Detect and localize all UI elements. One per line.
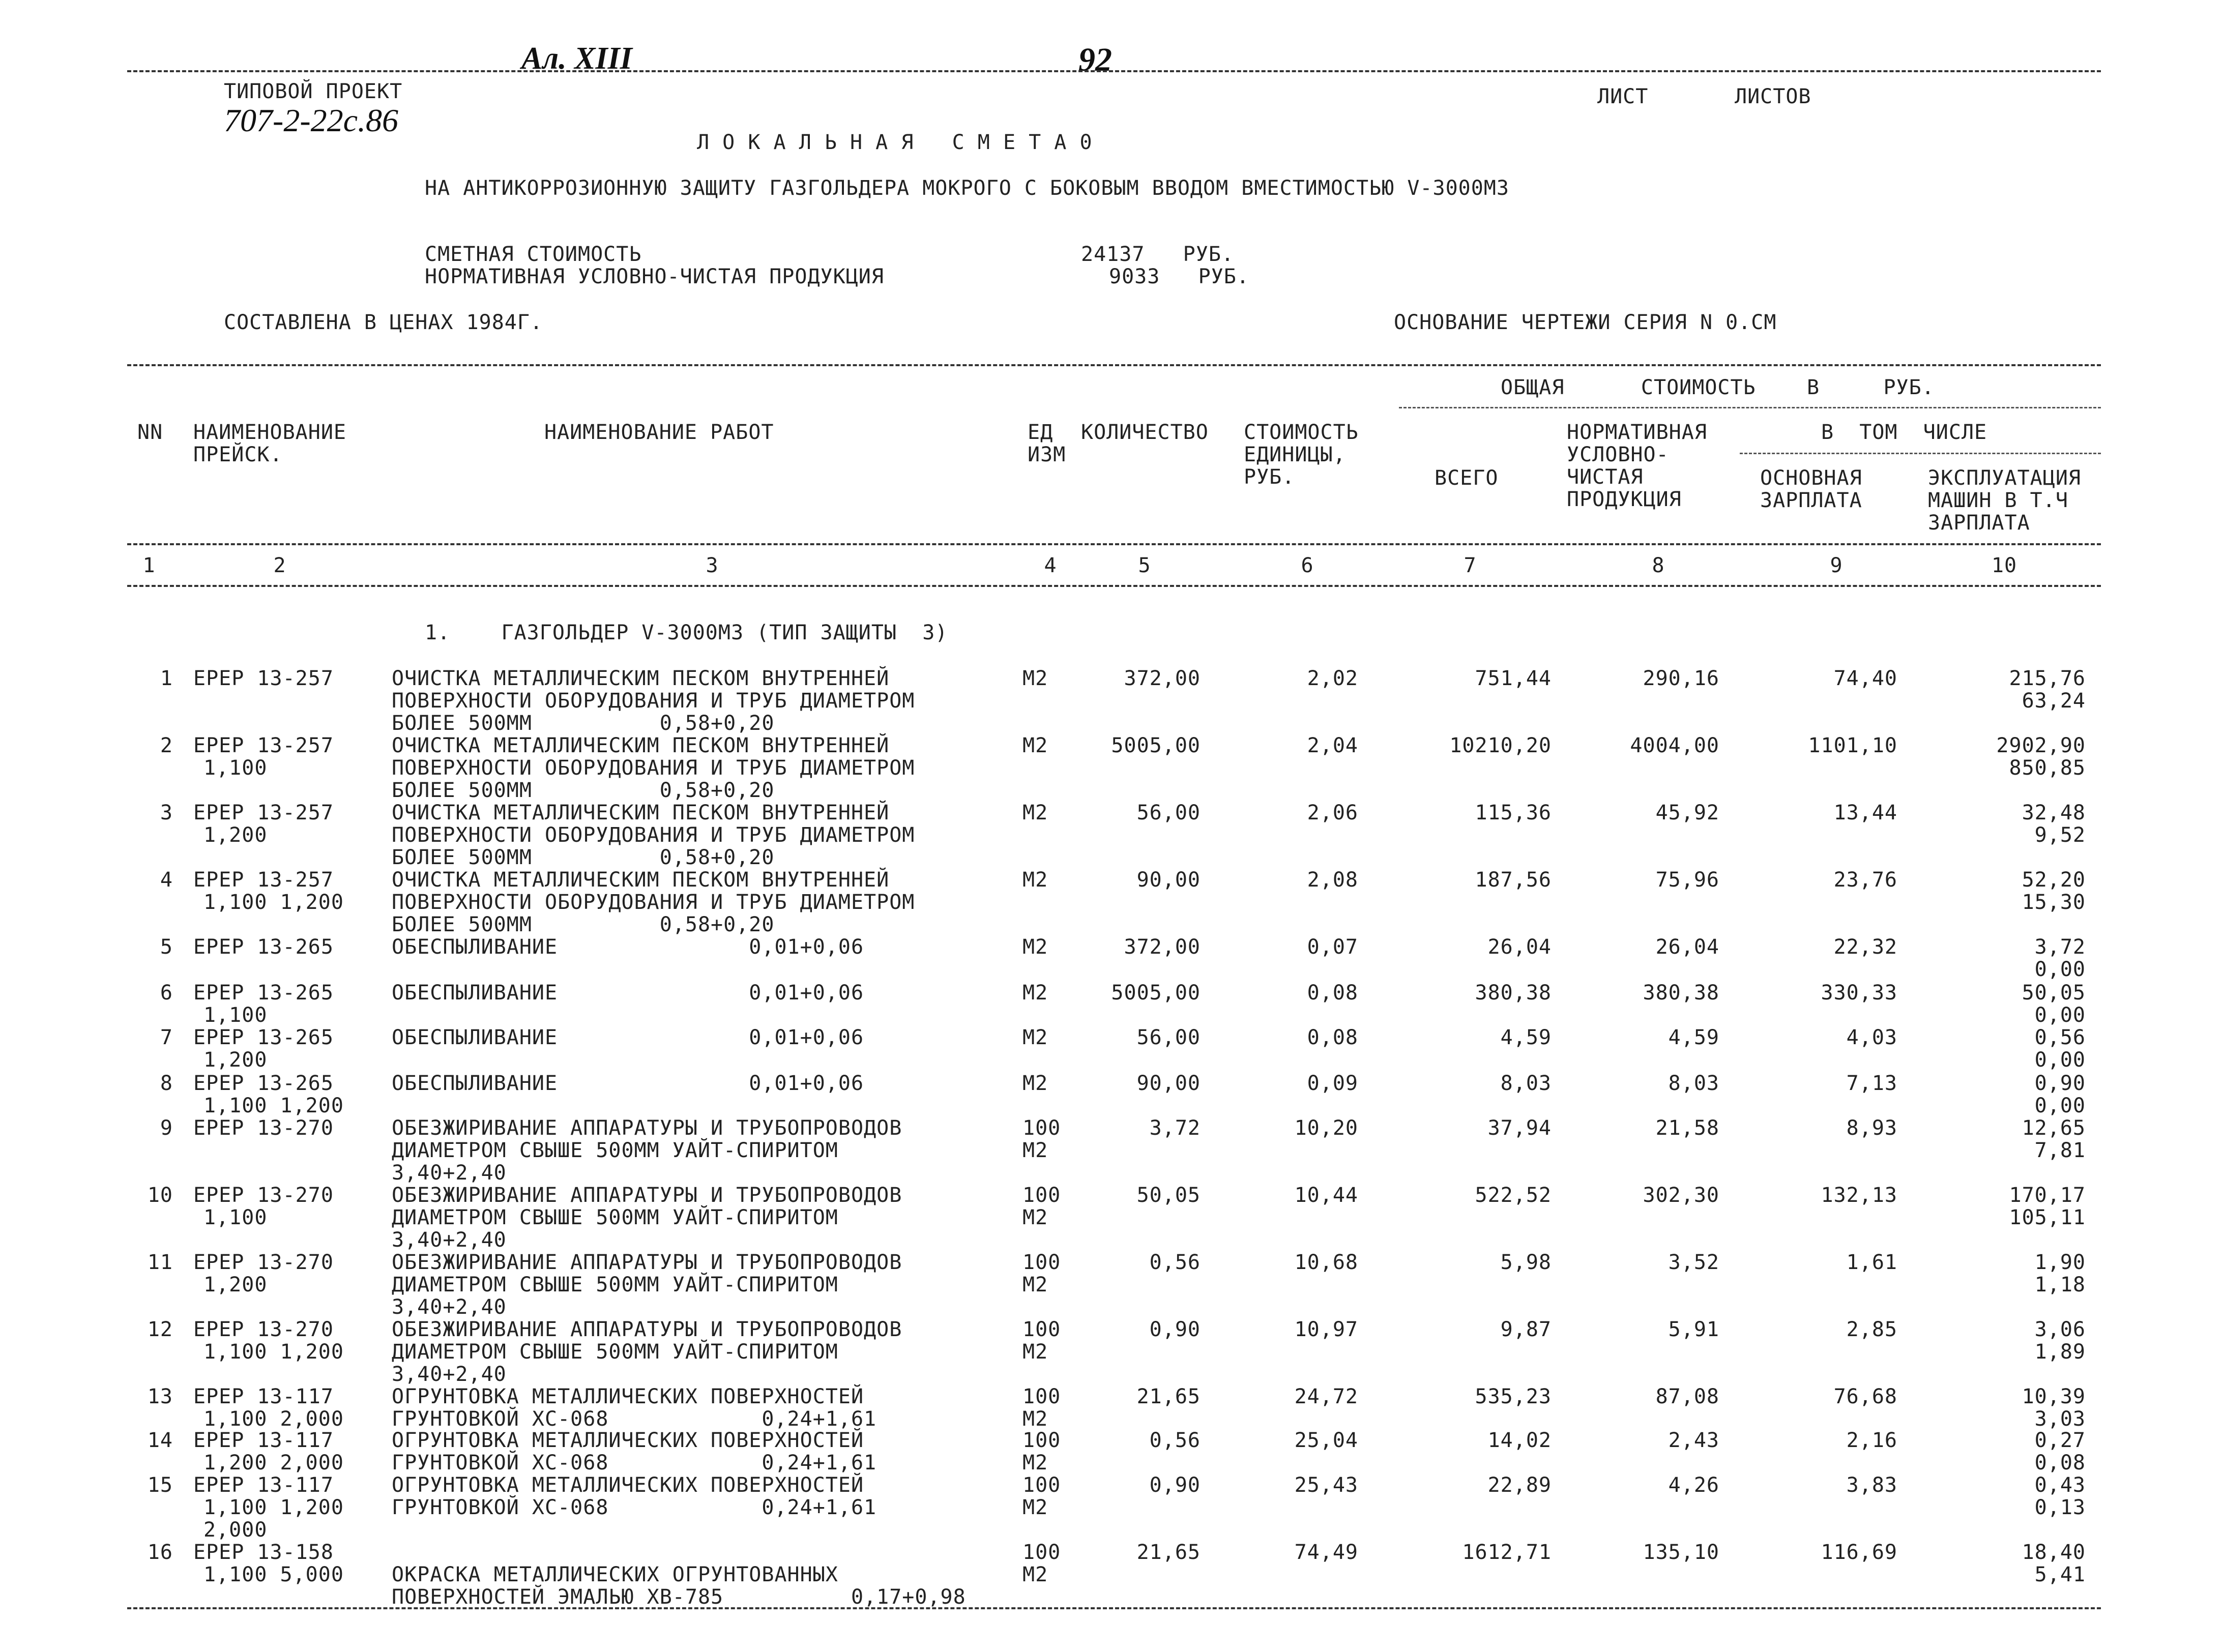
column-number-bottom-line [127, 585, 2101, 587]
row-unit-cost: 0,08 [1307, 1026, 1358, 1049]
row-total: 5,98 [1500, 1251, 1552, 1274]
row-machines: 215,76 [2009, 667, 2086, 690]
row-unit: 100 [1022, 1251, 1061, 1274]
row-work-line: ПОВЕРХНОСТЕЙ ЭМАЛЬЮ ХВ-785 0,17+0,98 [392, 1585, 966, 1609]
row-work-line: ГРУНТОВКОЙ ХС-068 0,24+1,61 [392, 1496, 877, 1519]
row-total: 14,02 [1487, 1429, 1552, 1452]
row-quantity: 56,00 [1136, 1026, 1201, 1049]
row-unit-extra: М2 [1022, 1407, 1048, 1431]
row-total: 37,94 [1487, 1116, 1552, 1140]
row-number: 16 [147, 1541, 173, 1564]
row-total: 1612,71 [1462, 1541, 1552, 1564]
row-work-line: ГРУНТОВКОЙ ХС-068 0,24+1,61 [392, 1407, 877, 1431]
row-quantity: 0,90 [1149, 1473, 1201, 1497]
prices-note: СОСТАВЛЕНА В ЦЕНАХ 1984Г. [224, 311, 543, 334]
row-unit-cost: 10,44 [1294, 1184, 1358, 1207]
row-pricelist-code: ЕРЕР 13-117 [193, 1385, 334, 1408]
row-work-line: ОБЕЗЖИРИВАНИЕ АППАРАТУРЫ И ТРУБОПРОВОДОВ [392, 1184, 902, 1207]
sheets-label: ЛИСТОВ [1735, 85, 1811, 108]
row-total: 751,44 [1475, 667, 1552, 690]
row-basic-salary: 132,13 [1821, 1184, 1897, 1207]
row-normative: 4,26 [1668, 1473, 1719, 1497]
row-pricelist-code: ЕРЕР 13-270 [193, 1318, 334, 1341]
col-total-group-header: ОБЩАЯ СТОИМОСТЬ В РУБ. [1501, 376, 1935, 399]
row-unit-cost: 2,04 [1307, 734, 1358, 757]
column-number-1: 1 [142, 554, 156, 577]
row-pricelist-coef: 1,100 5,000 [203, 1563, 344, 1586]
row-pricelist-code: ЕРЕР 13-270 [193, 1184, 334, 1207]
col-quantity-header: КОЛИЧЕСТВО [1081, 421, 1209, 444]
row-work-line: 3,40+2,40 [392, 1228, 507, 1252]
row-unit-cost: 24,72 [1294, 1385, 1358, 1408]
row-work-line: 3,40+2,40 [392, 1363, 507, 1386]
row-work-line: ДИАМЕТРОМ СВЫШЕ 500ММ УАЙТ-СПИРИТОМ [392, 1206, 838, 1229]
normative-value: 9033 РУБ. [1109, 265, 1249, 288]
row-normative: 87,08 [1655, 1385, 1719, 1408]
handwritten-project-number: 707-2-22с.86 [224, 102, 399, 138]
row-number: 9 [160, 1116, 173, 1140]
row-work-line: ОКРАСКА МЕТАЛЛИЧЕСКИХ ОГРУНТОВАННЫХ [392, 1563, 838, 1586]
row-basic-salary: 4,03 [1846, 1026, 1897, 1049]
row-unit-extra: М2 [1022, 1451, 1048, 1474]
row-unit: 100 [1022, 1116, 1061, 1140]
row-total: 22,89 [1487, 1473, 1552, 1497]
sheet-label: ЛИСТ [1597, 85, 1649, 108]
row-total: 535,23 [1475, 1385, 1552, 1408]
row-number: 10 [147, 1184, 173, 1207]
row-total: 115,36 [1475, 801, 1552, 824]
row-pricelist-code: ЕРЕР 13-257 [193, 868, 334, 892]
row-basic-salary: 2,85 [1846, 1318, 1897, 1341]
row-unit: М2 [1022, 1026, 1048, 1049]
column-number-10: 10 [1991, 554, 2017, 577]
row-number: 2 [160, 734, 173, 757]
row-number: 12 [147, 1318, 173, 1341]
row-pricelist-coef: 1,100 1,200 [203, 1340, 344, 1364]
row-unit: М2 [1022, 981, 1048, 1005]
row-work-line: ДИАМЕТРОМ СВЫШЕ 500ММ УАЙТ-СПИРИТОМ [392, 1139, 838, 1162]
row-work-line: ПОВЕРХНОСТИ ОБОРУДОВАНИЯ И ТРУБ ДИАМЕТРОМ [392, 891, 915, 914]
row-work-line: ОГРУНТОВКА МЕТАЛЛИЧЕСКИХ ПОВЕРХНОСТЕЙ [392, 1473, 864, 1497]
row-normative: 45,92 [1655, 801, 1719, 824]
row-unit-cost: 2,06 [1307, 801, 1358, 824]
row-number: 11 [147, 1251, 173, 1274]
row-normative: 302,30 [1643, 1184, 1719, 1207]
row-basic-salary: 7,13 [1846, 1072, 1897, 1095]
row-quantity: 5005,00 [1111, 734, 1201, 757]
row-unit-extra: М2 [1022, 1563, 1048, 1586]
row-unit-cost: 0,09 [1307, 1072, 1358, 1095]
row-pricelist-coef: 1,100 2,000 [203, 1407, 344, 1431]
table-top-line [127, 364, 2101, 366]
row-machines: 1,90 [2034, 1251, 2086, 1274]
col-nn-header: NN [137, 421, 163, 444]
column-number-7: 7 [1464, 554, 1477, 577]
row-work-line: БОЛЕЕ 500ММ 0,58+0,20 [392, 846, 775, 869]
row-unit: М2 [1022, 868, 1048, 892]
row-machines: 52,20 [2022, 868, 2086, 892]
row-machines: 170,17 [2009, 1184, 2086, 1207]
row-work-line: ОЧИСТКА МЕТАЛЛИЧЕСКИМ ПЕСКОМ ВНУТРЕННЕЙ [392, 801, 890, 824]
row-machines-salary: 5,41 [2034, 1563, 2086, 1586]
row-machines: 3,72 [2034, 935, 2086, 959]
row-machines-salary: 15,30 [2022, 891, 2086, 914]
row-machines-salary: 3,03 [2034, 1407, 2086, 1431]
row-basic-salary: 13,44 [1833, 801, 1897, 824]
row-quantity: 372,00 [1124, 935, 1201, 959]
column-number-2: 2 [273, 554, 286, 577]
top-dashed-line [127, 70, 2101, 72]
row-pricelist-code: ЕРЕР 13-117 [193, 1473, 334, 1497]
row-basic-salary: 1101,10 [1808, 734, 1897, 757]
column-number-4: 4 [1044, 554, 1057, 577]
row-pricelist-coef: 1,200 2,000 [203, 1451, 344, 1474]
row-number: 6 [160, 981, 173, 1005]
row-machines-salary: 1,89 [2034, 1340, 2086, 1364]
row-quantity: 0,90 [1149, 1318, 1201, 1341]
row-work-line: ДИАМЕТРОМ СВЫШЕ 500ММ УАЙТ-СПИРИТОМ [392, 1340, 838, 1364]
row-quantity: 372,00 [1124, 667, 1201, 690]
row-quantity: 3,72 [1149, 1116, 1201, 1140]
total-group-divider [1399, 407, 2101, 408]
row-unit: М2 [1022, 734, 1048, 757]
row-machines-salary: 0,00 [2034, 1048, 2086, 1072]
col-machines-header: ЭКСПЛУАТАЦИЯ МАШИН В Т.Ч ЗАРПЛАТА [1928, 466, 2081, 535]
row-normative: 135,10 [1643, 1541, 1719, 1564]
row-pricelist-coef: 1,100 [203, 756, 268, 780]
row-pricelist-code: ЕРЕР 13-257 [193, 667, 334, 690]
row-machines-salary: 9,52 [2034, 823, 2086, 847]
row-pricelist-code: ЕРЕР 13-265 [193, 1072, 334, 1095]
row-normative: 8,03 [1668, 1072, 1719, 1095]
page-title: Л О К А Л Ь Н А Я С М Е Т А 0 [697, 131, 1093, 154]
row-pricelist-code: ЕРЕР 13-270 [193, 1251, 334, 1274]
row-pricelist-code: ЕРЕР 13-265 [193, 935, 334, 959]
column-number-8: 8 [1652, 554, 1665, 577]
row-pricelist-code: ЕРЕР 13-265 [193, 1026, 334, 1049]
incl-divider [1740, 453, 2101, 454]
row-machines-salary: 105,11 [2009, 1206, 2086, 1229]
column-number-5: 5 [1138, 554, 1151, 577]
row-work-line: ОЧИСТКА МЕТАЛЛИЧЕСКИМ ПЕСКОМ ВНУТРЕННЕЙ [392, 868, 890, 892]
row-unit: М2 [1022, 667, 1048, 690]
row-number: 4 [160, 868, 173, 892]
row-work-line: ОЧИСТКА МЕТАЛЛИЧЕСКИМ ПЕСКОМ ВНУТРЕННЕЙ [392, 734, 890, 757]
row-normative: 5,91 [1668, 1318, 1719, 1341]
row-pricelist-coef-extra: 2,000 [203, 1518, 268, 1542]
row-machines-salary: 1,18 [2034, 1273, 2086, 1296]
row-pricelist-coef: 1,100 [203, 1206, 268, 1229]
row-basic-salary: 76,68 [1833, 1385, 1897, 1408]
row-normative: 380,38 [1643, 981, 1719, 1005]
row-unit-cost: 2,08 [1307, 868, 1358, 892]
row-normative: 4,59 [1668, 1026, 1719, 1049]
row-pricelist-code: ЕРЕР 13-270 [193, 1116, 334, 1140]
row-work-line: ПОВЕРХНОСТИ ОБОРУДОВАНИЯ И ТРУБ ДИАМЕТРОМ [392, 823, 915, 847]
col-basic-salary-header: ОСНОВНАЯ ЗАРПЛАТА [1760, 466, 1862, 512]
row-work-line: ОГРУНТОВКА МЕТАЛЛИЧЕСКИХ ПОВЕРХНОСТЕЙ [392, 1385, 864, 1408]
typical-project-label: ТИПОВОЙ ПРОЕКТ [224, 80, 403, 103]
row-work-line: ОБЕСПЫЛИВАНИЕ 0,01+0,06 [392, 1072, 864, 1095]
estimated-cost-label: СМЕТНАЯ СТОИМОСТЬ [425, 243, 642, 266]
column-number-6: 6 [1301, 554, 1314, 577]
row-normative: 3,52 [1668, 1251, 1719, 1274]
row-number: 14 [147, 1429, 173, 1452]
row-number: 5 [160, 935, 173, 959]
row-basic-salary: 22,32 [1833, 935, 1897, 959]
row-machines: 2902,90 [1996, 734, 2086, 757]
row-work-line: 3,40+2,40 [392, 1295, 507, 1319]
row-pricelist-coef: 1,100 1,200 [203, 1094, 344, 1117]
row-quantity: 0,56 [1149, 1251, 1201, 1274]
row-unit: 100 [1022, 1318, 1061, 1341]
row-work-line: БОЛЕЕ 500ММ 0,58+0,20 [392, 712, 775, 735]
row-machines: 0,27 [2034, 1429, 2086, 1452]
row-work-line: ОЧИСТКА МЕТАЛЛИЧЕСКИМ ПЕСКОМ ВНУТРЕННЕЙ [392, 667, 890, 690]
row-basic-salary: 2,16 [1846, 1429, 1897, 1452]
row-total: 522,52 [1475, 1184, 1552, 1207]
row-work-line: 3,40+2,40 [392, 1161, 507, 1185]
row-machines-salary: 0,00 [2034, 958, 2086, 981]
row-quantity: 21,65 [1136, 1541, 1201, 1564]
row-unit: 100 [1022, 1184, 1061, 1207]
row-number: 7 [160, 1026, 173, 1049]
normative-label: НОРМАТИВНАЯ УСЛОВНО-ЧИСТАЯ ПРОДУКЦИЯ [425, 265, 884, 288]
row-pricelist-coef: 1,100 1,200 [203, 1496, 344, 1519]
row-machines-salary: 63,24 [2022, 689, 2086, 713]
row-unit: 100 [1022, 1473, 1061, 1497]
row-unit-extra: М2 [1022, 1496, 1048, 1519]
row-work-line: ОБЕСПЫЛИВАНИЕ 0,01+0,06 [392, 935, 864, 959]
row-pricelist-coef: 1,200 [203, 1273, 268, 1296]
row-unit: М2 [1022, 801, 1048, 824]
row-quantity: 0,56 [1149, 1429, 1201, 1452]
row-machines: 10,39 [2022, 1385, 2086, 1408]
row-unit-cost: 2,02 [1307, 667, 1358, 690]
row-basic-salary: 1,61 [1846, 1251, 1897, 1274]
column-number-9: 9 [1830, 554, 1843, 577]
row-unit-extra: М2 [1022, 1273, 1048, 1296]
row-unit-cost: 25,04 [1294, 1429, 1358, 1452]
row-number: 13 [147, 1385, 173, 1408]
estimated-cost-value: 24137 РУБ. [1081, 243, 1234, 266]
row-unit-extra: М2 [1022, 1139, 1048, 1162]
row-unit: 100 [1022, 1541, 1061, 1564]
row-unit: М2 [1022, 1072, 1048, 1095]
row-machines: 32,48 [2022, 801, 2086, 824]
row-machines: 50,05 [2022, 981, 2086, 1005]
col-pricelist-header: НАИМЕНОВАНИЕ ПРЕЙСК. [193, 421, 346, 466]
row-machines: 0,90 [2034, 1072, 2086, 1095]
row-pricelist-code: ЕРЕР 13-257 [193, 734, 334, 757]
row-total: 187,56 [1475, 868, 1552, 892]
row-basic-salary: 8,93 [1846, 1116, 1897, 1140]
row-number: 3 [160, 801, 173, 824]
row-total: 26,04 [1487, 935, 1552, 959]
row-quantity: 90,00 [1136, 1072, 1201, 1095]
row-unit-cost: 74,49 [1294, 1541, 1358, 1564]
row-unit-cost: 0,07 [1307, 935, 1358, 959]
basis-note: ОСНОВАНИЕ ЧЕРТЕЖИ СЕРИЯ N 0.СМ [1394, 311, 1777, 334]
row-unit-cost: 0,08 [1307, 981, 1358, 1005]
row-quantity: 21,65 [1136, 1385, 1201, 1408]
row-normative: 290,16 [1643, 667, 1719, 690]
row-unit-cost: 10,20 [1294, 1116, 1358, 1140]
estimate-subtitle: НА АНТИКОРРОЗИОННУЮ ЗАЩИТУ ГАЗГОЛЬДЕРА МОКРОГО С БОКОВЫМ ВВОДОМ ВМЕСТИМОСТЬЮ V-3000М3 [425, 176, 1509, 200]
row-normative: 26,04 [1655, 935, 1719, 959]
row-number: 8 [160, 1072, 173, 1095]
row-machines-salary: 7,81 [2034, 1139, 2086, 1162]
column-number-3: 3 [706, 554, 719, 577]
row-unit-cost: 10,68 [1294, 1251, 1358, 1274]
col-incl-header: В ТОМ ЧИСЛЕ [1821, 421, 1987, 444]
row-unit-extra: М2 [1022, 1340, 1048, 1364]
row-machines: 0,56 [2034, 1026, 2086, 1049]
row-pricelist-coef: 1,200 [203, 823, 268, 847]
row-normative: 2,43 [1668, 1429, 1719, 1452]
header-bottom-line [127, 543, 2101, 545]
row-unit: 100 [1022, 1385, 1061, 1408]
row-machines-salary: 850,85 [2009, 756, 2086, 780]
row-machines-salary: 0,13 [2034, 1496, 2086, 1519]
row-total: 8,03 [1500, 1072, 1552, 1095]
row-work-line: ПОВЕРХНОСТИ ОБОРУДОВАНИЯ И ТРУБ ДИАМЕТРОМ [392, 689, 915, 713]
row-machines-salary: 0,08 [2034, 1451, 2086, 1474]
handwritten-sheet-ref: Ал. XIII [521, 41, 632, 76]
col-normative-header: НОРМАТИВНАЯ УСЛОВНО- ЧИСТАЯ ПРОДУКЦИЯ [1567, 421, 1707, 511]
row-work-line: ОГРУНТОВКА МЕТАЛЛИЧЕСКИХ ПОВЕРХНОСТЕЙ [392, 1429, 864, 1452]
row-unit: 100 [1022, 1429, 1061, 1452]
row-work-line: БОЛЕЕ 500ММ 0,58+0,20 [392, 913, 775, 936]
row-quantity: 56,00 [1136, 801, 1201, 824]
row-basic-salary: 330,33 [1821, 981, 1897, 1005]
row-unit-extra: М2 [1022, 1206, 1048, 1229]
row-pricelist-code: ЕРЕР 13-117 [193, 1429, 334, 1452]
row-pricelist-code: ЕРЕР 13-265 [193, 981, 334, 1005]
col-unit-header: ЕД ИЗМ [1028, 421, 1066, 466]
row-total: 10210,20 [1449, 734, 1552, 757]
row-pricelist-code: ЕРЕР 13-257 [193, 801, 334, 824]
col-unit-cost-header: СТОИМОСТЬ ЕДИНИЦЫ, РУБ. [1244, 421, 1359, 489]
row-basic-salary: 74,40 [1833, 667, 1897, 690]
row-total: 380,38 [1475, 981, 1552, 1005]
row-basic-salary: 116,69 [1821, 1541, 1897, 1564]
row-work-line: БОЛЕЕ 500ММ 0,58+0,20 [392, 779, 775, 802]
row-machines: 12,65 [2022, 1116, 2086, 1140]
row-work-line: ДИАМЕТРОМ СВЫШЕ 500ММ УАЙТ-СПИРИТОМ [392, 1273, 838, 1296]
row-machines-salary: 0,00 [2034, 1094, 2086, 1117]
row-machines-salary: 0,00 [2034, 1004, 2086, 1027]
row-work-line: ОБЕСПЫЛИВАНИЕ 0,01+0,06 [392, 981, 864, 1005]
row-work-line: ОБЕСПЫЛИВАНИЕ 0,01+0,06 [392, 1026, 864, 1049]
row-basic-salary: 23,76 [1833, 868, 1897, 892]
section-title: 1. ГАЗГОЛЬДЕР V-3000М3 (ТИП ЗАЩИТЫ 3) [425, 621, 948, 644]
row-work-line: ОБЕЗЖИРИВАНИЕ АППАРАТУРЫ И ТРУБОПРОВОДОВ [392, 1318, 902, 1341]
row-quantity: 90,00 [1136, 868, 1201, 892]
row-number: 15 [147, 1473, 173, 1497]
row-total: 4,59 [1500, 1026, 1552, 1049]
row-pricelist-coef: 1,100 [203, 1004, 268, 1027]
row-machines: 0,43 [2034, 1473, 2086, 1497]
row-normative: 75,96 [1655, 868, 1719, 892]
handwritten-page-number: 92 [1078, 41, 1112, 78]
row-unit-cost: 10,97 [1294, 1318, 1358, 1341]
row-pricelist-coef: 1,200 [203, 1048, 268, 1072]
row-quantity: 5005,00 [1111, 981, 1201, 1005]
row-normative: 21,58 [1655, 1116, 1719, 1140]
row-work-line: ОБЕЗЖИРИВАНИЕ АППАРАТУРЫ И ТРУБОПРОВОДОВ [392, 1251, 902, 1274]
row-work-line: ОБЕЗЖИРИВАНИЕ АППАРАТУРЫ И ТРУБОПРОВОДОВ [392, 1116, 902, 1140]
row-total: 9,87 [1500, 1318, 1552, 1341]
row-work-line: ГРУНТОВКОЙ ХС-068 0,24+1,61 [392, 1451, 877, 1474]
row-number: 1 [160, 667, 173, 690]
row-normative: 4004,00 [1630, 734, 1719, 757]
row-pricelist-coef: 1,100 1,200 [203, 891, 344, 914]
row-work-line: ПОВЕРХНОСТИ ОБОРУДОВАНИЯ И ТРУБ ДИАМЕТРОМ [392, 756, 915, 780]
row-machines: 3,06 [2034, 1318, 2086, 1341]
col-works-header: НАИМЕНОВАНИЕ РАБОТ [544, 421, 774, 444]
row-unit-cost: 25,43 [1294, 1473, 1358, 1497]
row-quantity: 50,05 [1136, 1184, 1201, 1207]
table-bottom-line [127, 1607, 2101, 1609]
row-basic-salary: 3,83 [1846, 1473, 1897, 1497]
row-pricelist-code: ЕРЕР 13-158 [193, 1541, 334, 1564]
row-machines: 18,40 [2022, 1541, 2086, 1564]
col-total-header: ВСЕГО [1435, 466, 1499, 490]
row-unit: М2 [1022, 935, 1048, 959]
